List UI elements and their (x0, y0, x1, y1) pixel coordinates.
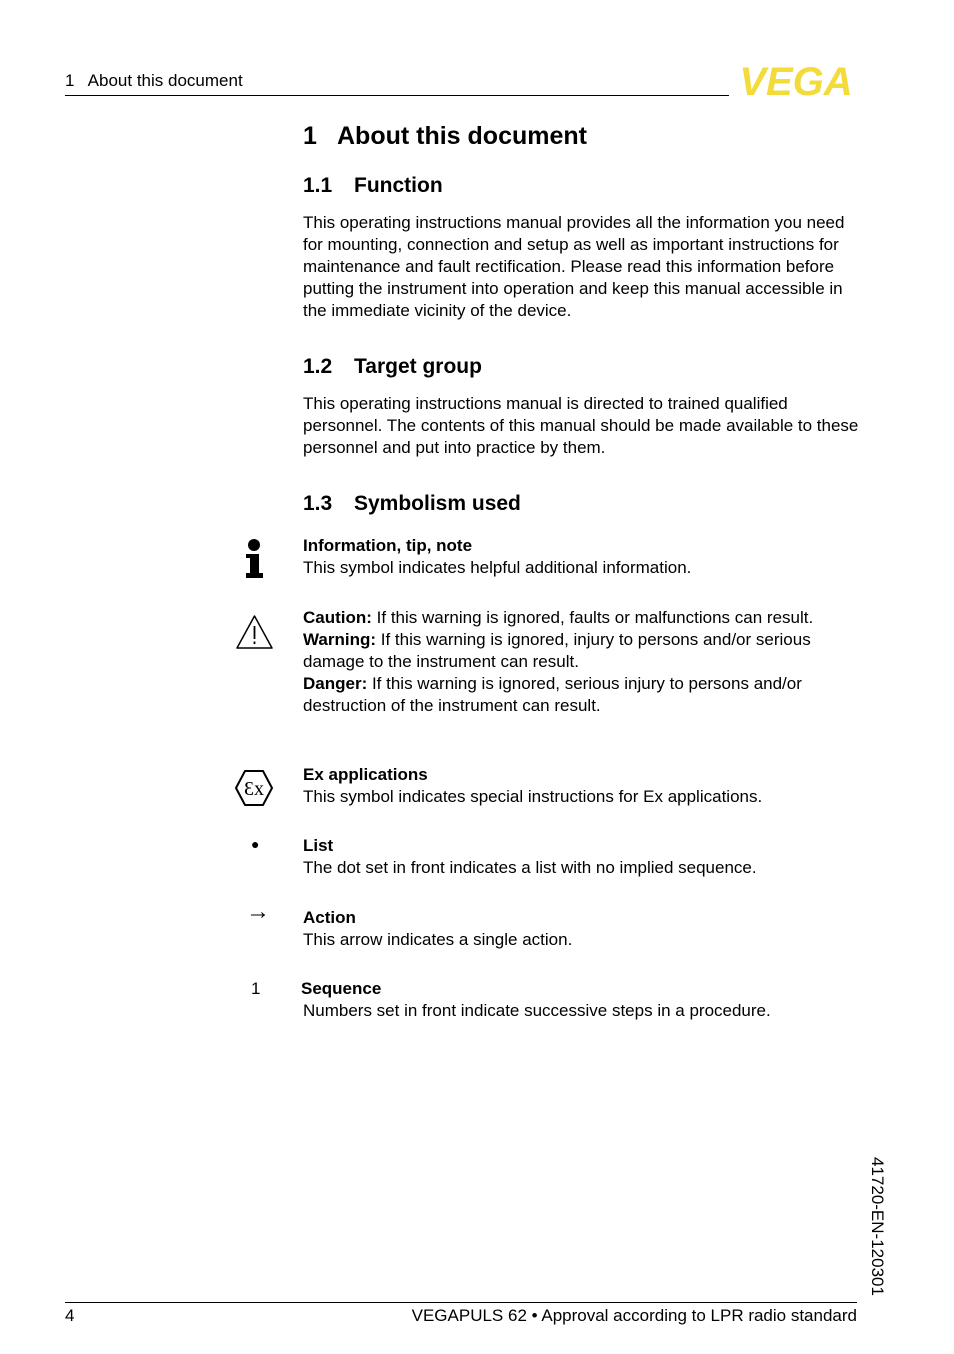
warning-label: Warning: (303, 630, 377, 649)
symbol-info-title: Information, tip, note (303, 536, 473, 555)
symbol-info-block (303, 535, 863, 579)
page-number: 4 (65, 1306, 75, 1325)
svg-text:Ɛx: Ɛx (243, 778, 265, 800)
section-title: Target group (354, 355, 482, 378)
footer-title: VEGAPULS 62 • Approval according to LPR radio standard (411, 1306, 857, 1325)
symbol-sequence-title: Sequence (301, 979, 382, 998)
symbol-info-text: This symbol indicates helpful additional information. (303, 558, 692, 577)
logo-text: VEGA (739, 60, 853, 104)
chapter-title-text: About this document (337, 122, 587, 150)
chapter-title (303, 122, 587, 151)
sequence-number-marker: 1 (251, 979, 261, 998)
section-title: Function (354, 174, 443, 197)
symbol-list-title: List (303, 836, 334, 855)
header-divider (65, 95, 729, 96)
section-heading-function (303, 174, 443, 198)
symbol-ex-block (303, 764, 863, 808)
ex-hexagon-icon (234, 769, 274, 807)
info-icon (243, 539, 265, 581)
footer-divider (65, 1302, 857, 1303)
vega-logo (733, 60, 859, 104)
section-number: 1.1 (303, 174, 333, 197)
section-heading-target-group (303, 355, 482, 379)
section-body-function: This operating instructions manual provides all the information you need for mounting, connection and setup as well as important instructions for maintenance and fault rectification. Please read this information before putting the instrument into operation and keep this manual accessible in the immediate vicinity of the device. (303, 213, 845, 320)
symbol-action-text: This arrow indicates a single action. (303, 930, 573, 949)
bullet-icon: ● (251, 836, 260, 852)
symbol-action-title: Action (303, 908, 356, 927)
section-body-target-group: This operating instructions manual is directed to trained qualified personnel. The contents of this manual should be made available to these personnel and put into practice by them. (303, 394, 859, 457)
arrow-right-icon: → (246, 898, 270, 925)
warning-text: If this warning is ignored, injury to persons and/or serious damage to the instrument can result. (303, 630, 811, 671)
section-heading-symbolism (303, 492, 521, 516)
danger-text: If this warning is ignored, serious injury to persons and/or destruction of the instrument can result. (303, 674, 802, 715)
section-number: 1.3 (303, 492, 333, 515)
symbol-sequence-block (303, 978, 863, 1022)
symbol-ex-text: This symbol indicates special instructions for Ex applications. (303, 787, 763, 806)
document-id: 41720-EN-120301 (868, 1157, 887, 1296)
symbol-list-block (303, 835, 863, 879)
running-header: 1 About this document (65, 71, 243, 90)
section-title: Symbolism used (354, 492, 521, 515)
symbol-sequence-text: Numbers set in front indicate successive steps in a procedure. (303, 1001, 771, 1020)
caution-text: If this warning is ignored, faults or malfunctions can result. (371, 608, 814, 627)
section-number: 1.2 (303, 355, 333, 378)
symbol-warning-block (303, 607, 855, 717)
warning-triangle-icon (235, 614, 274, 650)
danger-label: Danger: (303, 674, 368, 693)
symbol-ex-title: Ex applications (303, 765, 428, 784)
symbol-list-text: The dot set in front indicates a list with no implied sequence. (303, 858, 757, 877)
caution-label: Caution: (303, 608, 372, 627)
chapter-number: 1 (303, 122, 317, 150)
symbol-action-block (303, 907, 863, 951)
